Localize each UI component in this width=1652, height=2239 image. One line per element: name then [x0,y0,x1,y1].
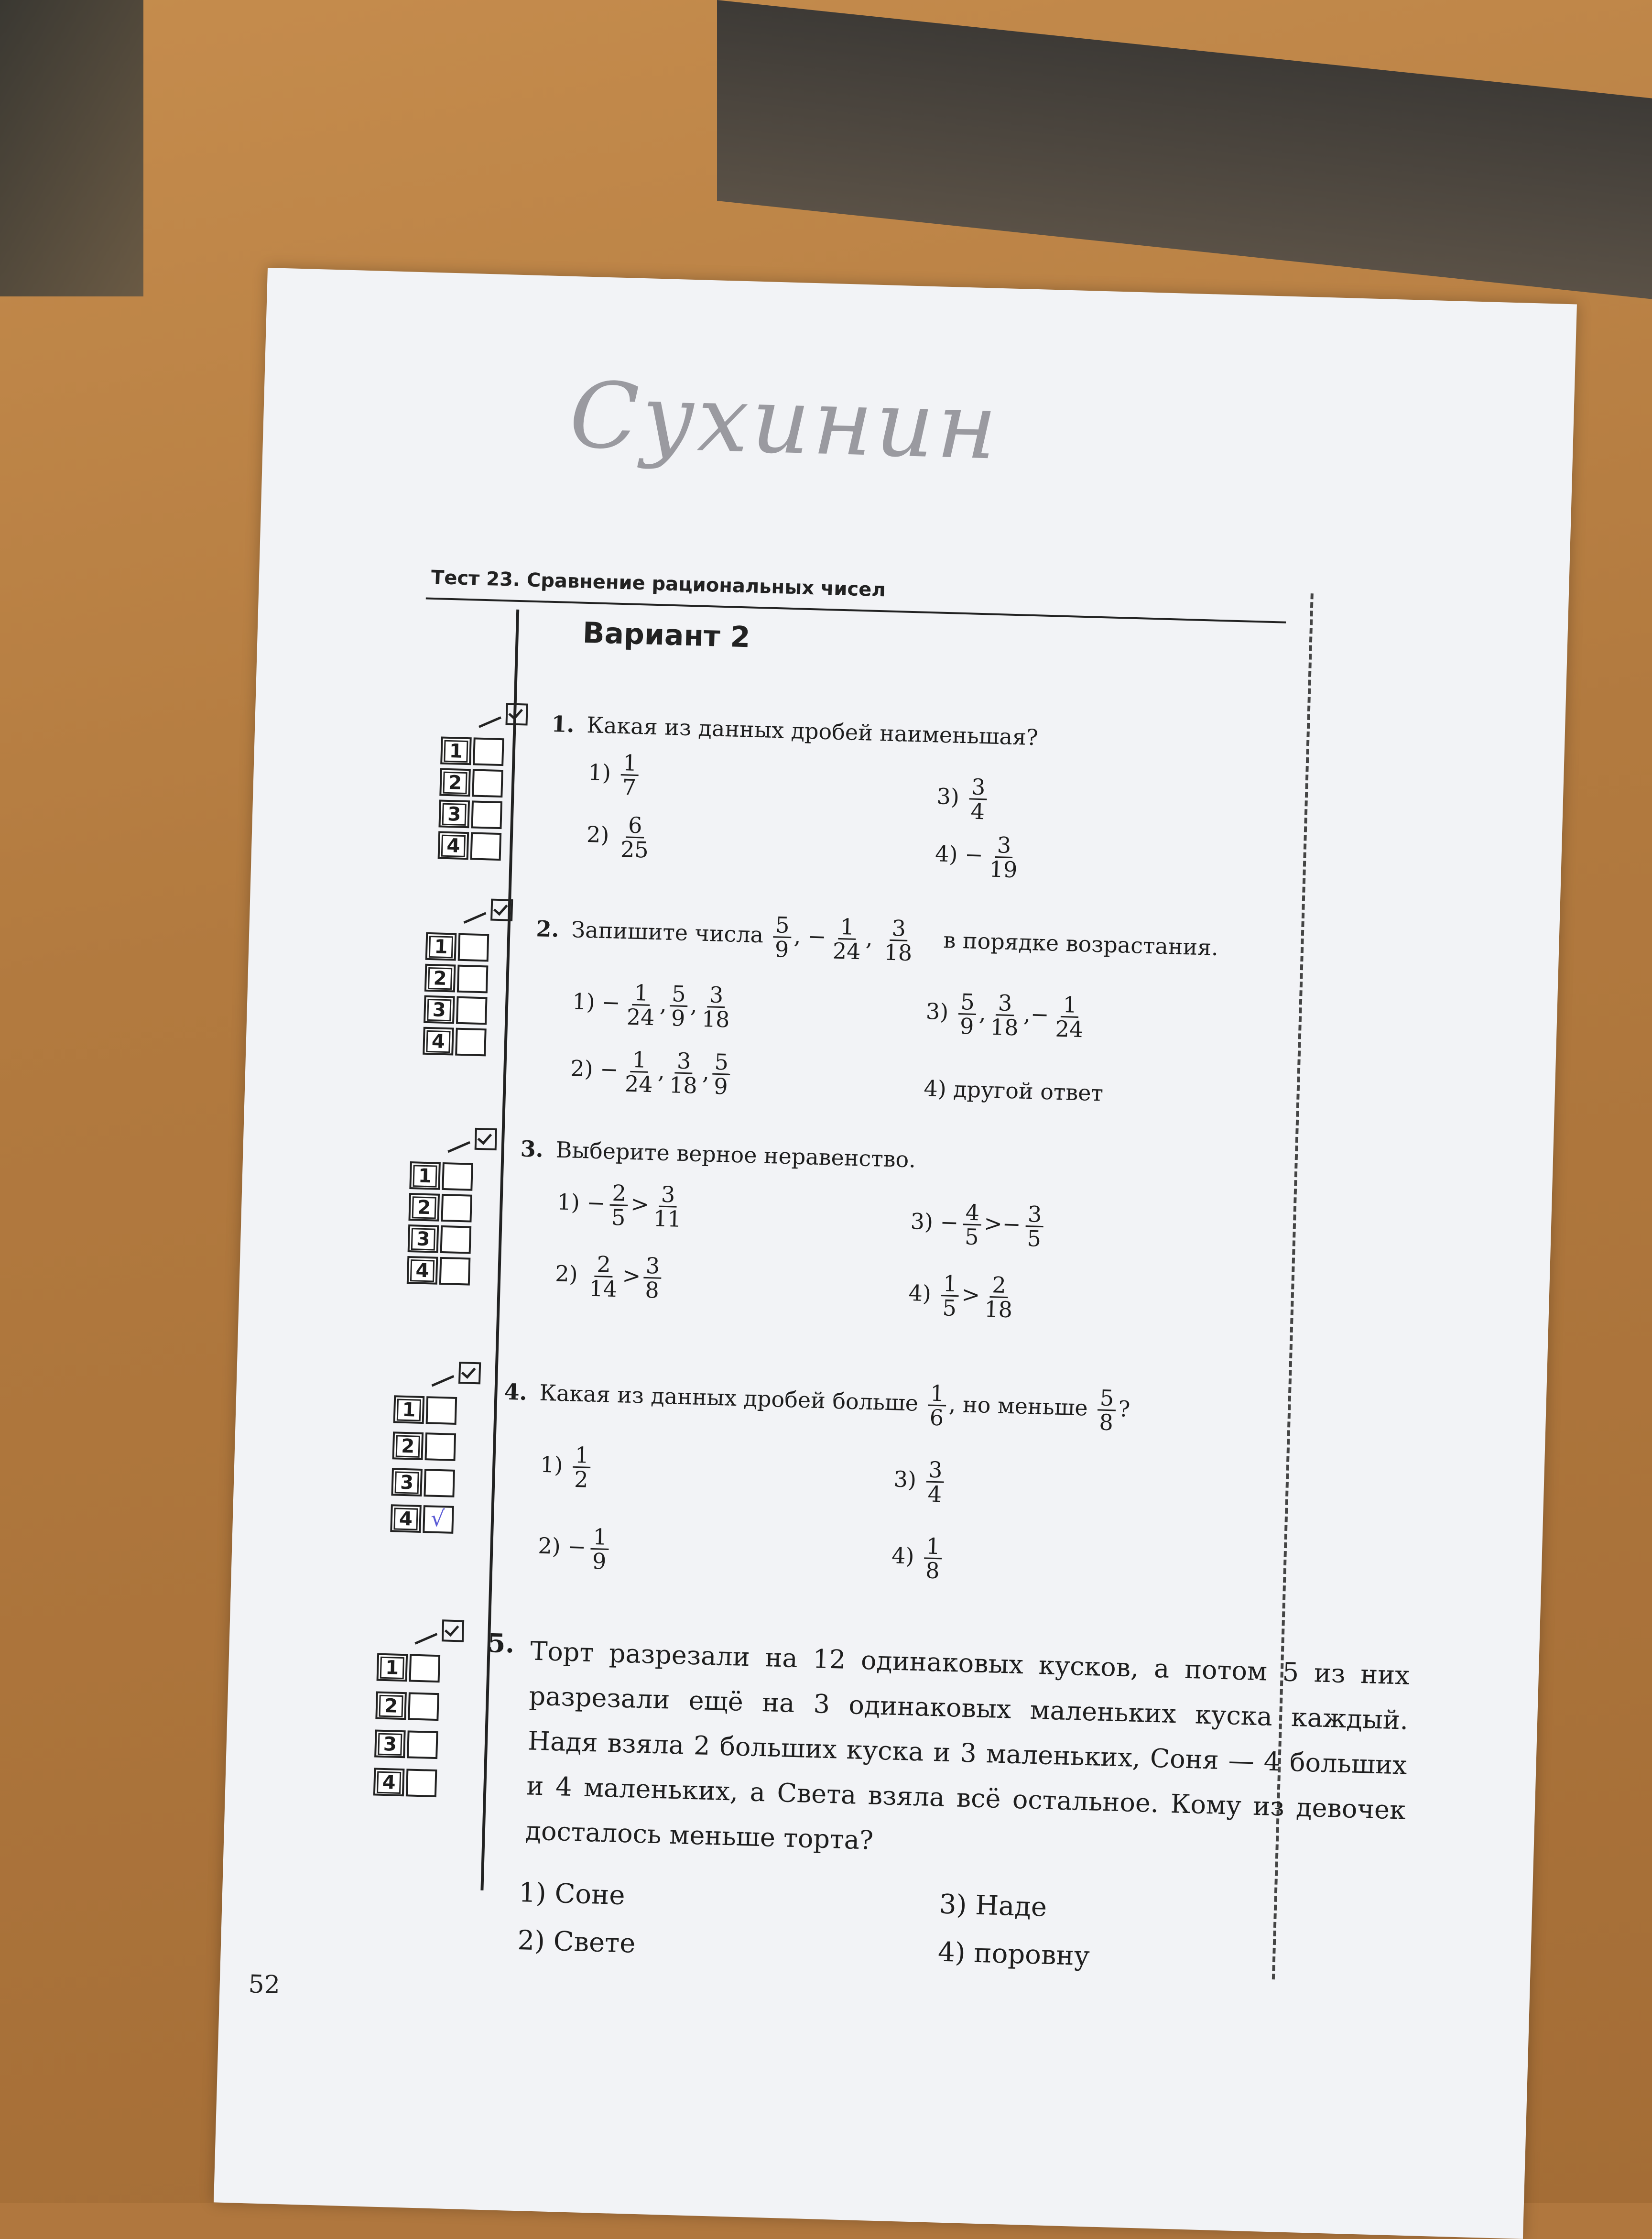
option-3: 3) $\frac{3}{4}$ [936,775,990,824]
answer-box-1[interactable] [442,1162,473,1191]
pen-icon [473,703,501,728]
answer-row: 4 [407,1256,484,1285]
answer-box-2[interactable] [441,1194,472,1223]
answer-boxes-q1 [442,708,518,857]
test-sheet [214,268,1577,2239]
option-2: 2) $\frac{6}{25}$ [586,812,649,863]
option-2: 2) − $\frac{1}{9}$ [537,1524,612,1573]
question-4 [399,1370,1508,1584]
pen-icon [458,899,487,924]
option-3: 3) − $\frac{4}{5}$ >− $\frac{3}{5}$ [910,1199,1047,1250]
background-shadow [0,0,143,296]
answer-box-4[interactable] [470,832,502,861]
answer-box-2[interactable] [472,769,503,797]
question-prompt: 2. Запишите числа $\frac{5}{9}$ , − $\frac{1}{24}$ , $\frac{3}{18}$ в порядке возрастания. [535,912,1219,966]
option-3: 3) $\frac{3}{4}$ [893,1457,947,1507]
answer-boxes-q4 [395,1366,471,1530]
answer-row: 1 [425,932,503,961]
option-2: 2) $\frac{2}{14}$ > $\frac{3}{8}$ [554,1252,665,1302]
option-4: 4) − $\frac{3}{19}$ [935,832,1018,883]
checkbox-icon [490,899,513,921]
answer-check-icon [428,1361,490,1387]
option-4: 4) $\frac{1}{5}$ > $\frac{2}{18}$ [908,1270,1013,1323]
answer-box-3[interactable] [440,1225,472,1254]
answer-box-3[interactable] [471,800,502,829]
checkbox-icon [505,703,528,725]
question-2 [431,907,1540,1106]
test-title: Тест 23. Сравнение рациональных чисел [431,566,886,601]
header-rule [426,598,1286,623]
answer-box-4-checked[interactable] [423,1505,454,1534]
answer-row: 1 [409,1161,487,1190]
answer-row: 3 [391,1468,468,1496]
answer-row: 4 [423,1027,500,1056]
question-number: 5. [487,1627,515,1659]
answer-check-icon [411,1619,474,1645]
option-1: 1) − $\frac{1}{24}$ , $\frac{5}{9}$ , $\frac{3}{18}$ [572,980,730,1033]
question-prompt: 4. Какая из данных дробей больше $\frac{1}{6}$ , но меньше $\frac{5}{8}$ ? [503,1378,1131,1436]
option-3: 3) $\frac{5}{9}$ , $\frac{3}{18}$ ,− $\frac{1}{24}$ [925,989,1084,1043]
answer-row: 1 [440,737,518,765]
answer-boxes-q5 [378,1625,455,1794]
page-number: 52 [248,1970,281,2000]
checkbox-icon [442,1619,464,1642]
option-1: 1) $\frac{1}{7}$ [587,750,642,799]
answer-box-3[interactable] [424,1469,455,1497]
option-1: 1) − $\frac{2}{5}$ > $\frac{3}{11}$ [556,1180,682,1233]
checkbox-icon [475,1128,497,1150]
option-3: 3) Наде [939,1889,1047,1923]
variant-title: Вариант 2 [582,616,751,655]
answer-row: 2 [392,1431,470,1460]
pen-icon [426,1362,455,1387]
question-1 [446,710,1555,883]
option-4: 4) $\frac{1}{8}$ [891,1534,946,1583]
answer-box-1[interactable] [426,1396,457,1425]
answer-row: 3 [424,995,501,1024]
answer-row: 4 [373,1768,451,1796]
option-1: 1) $\frac{1}{2}$ [540,1442,594,1492]
question-prompt: Торт разрезали на 12 одинаковых кусков, а потом 5 из них разрезали ещё на 3 одинаковых маленьких куска каждый. Надя взяла 2 больших куска и 3 маленьких, Соня — 4 больших и 4 маленьких, а Света взяла всё остальное. Кому из девочек досталось меньше торта? [525,1636,1410,1856]
answer-boxes-q2 [427,904,503,1053]
answer-box-4[interactable] [439,1257,471,1286]
answer-row: 1 [377,1653,454,1682]
answer-boxes-q3 [411,1133,488,1282]
answer-row: 3 [408,1224,485,1253]
answer-box-4[interactable] [455,1028,487,1057]
answer-row: 4 √ [390,1504,467,1533]
answer-box-2[interactable] [424,1432,456,1461]
answer-row: 2 [439,768,517,797]
question-prompt: 1. Какая из данных дробей наименьшая? [551,710,1039,751]
answer-row: 2 [424,964,502,993]
answer-box-1[interactable] [409,1654,441,1682]
answer-row: 1 [393,1395,471,1424]
answer-row: 2 [375,1691,453,1720]
checkbox-icon [458,1362,481,1384]
option-2: 2) Свете [517,1924,636,1959]
answer-box-1[interactable] [458,933,489,962]
question-5 [382,1627,1491,1972]
handwritten-name: Сухинин [568,362,1001,480]
answer-box-3[interactable] [456,996,488,1025]
answer-check-icon [444,1127,507,1153]
question-prompt: 3. Выберите верное неравенство. [520,1136,916,1173]
option-4: 4) другой ответ [923,1075,1104,1106]
question-3 [415,1136,1524,1323]
option-4: 4) поровну [937,1936,1090,1972]
pen-icon [409,1620,438,1645]
option-1: 1) Соне [518,1877,626,1911]
answer-check-icon [460,898,522,924]
answer-box-2[interactable] [457,965,489,994]
answer-box-3[interactable] [407,1730,438,1759]
option-2: 2) − $\frac{1}{24}$ , $\frac{3}{18}$ , $\frac{5}{9}$ [570,1046,734,1098]
answer-box-1[interactable] [473,737,504,766]
answer-box-2[interactable] [408,1692,439,1721]
answer-box-4[interactable] [406,1769,437,1797]
answer-check-icon [475,702,537,728]
answer-row: 2 [409,1193,486,1222]
answer-row: 4 [438,831,515,860]
answer-row: 3 [374,1729,452,1758]
answer-row: 3 [439,799,516,828]
pen-icon [442,1128,470,1153]
